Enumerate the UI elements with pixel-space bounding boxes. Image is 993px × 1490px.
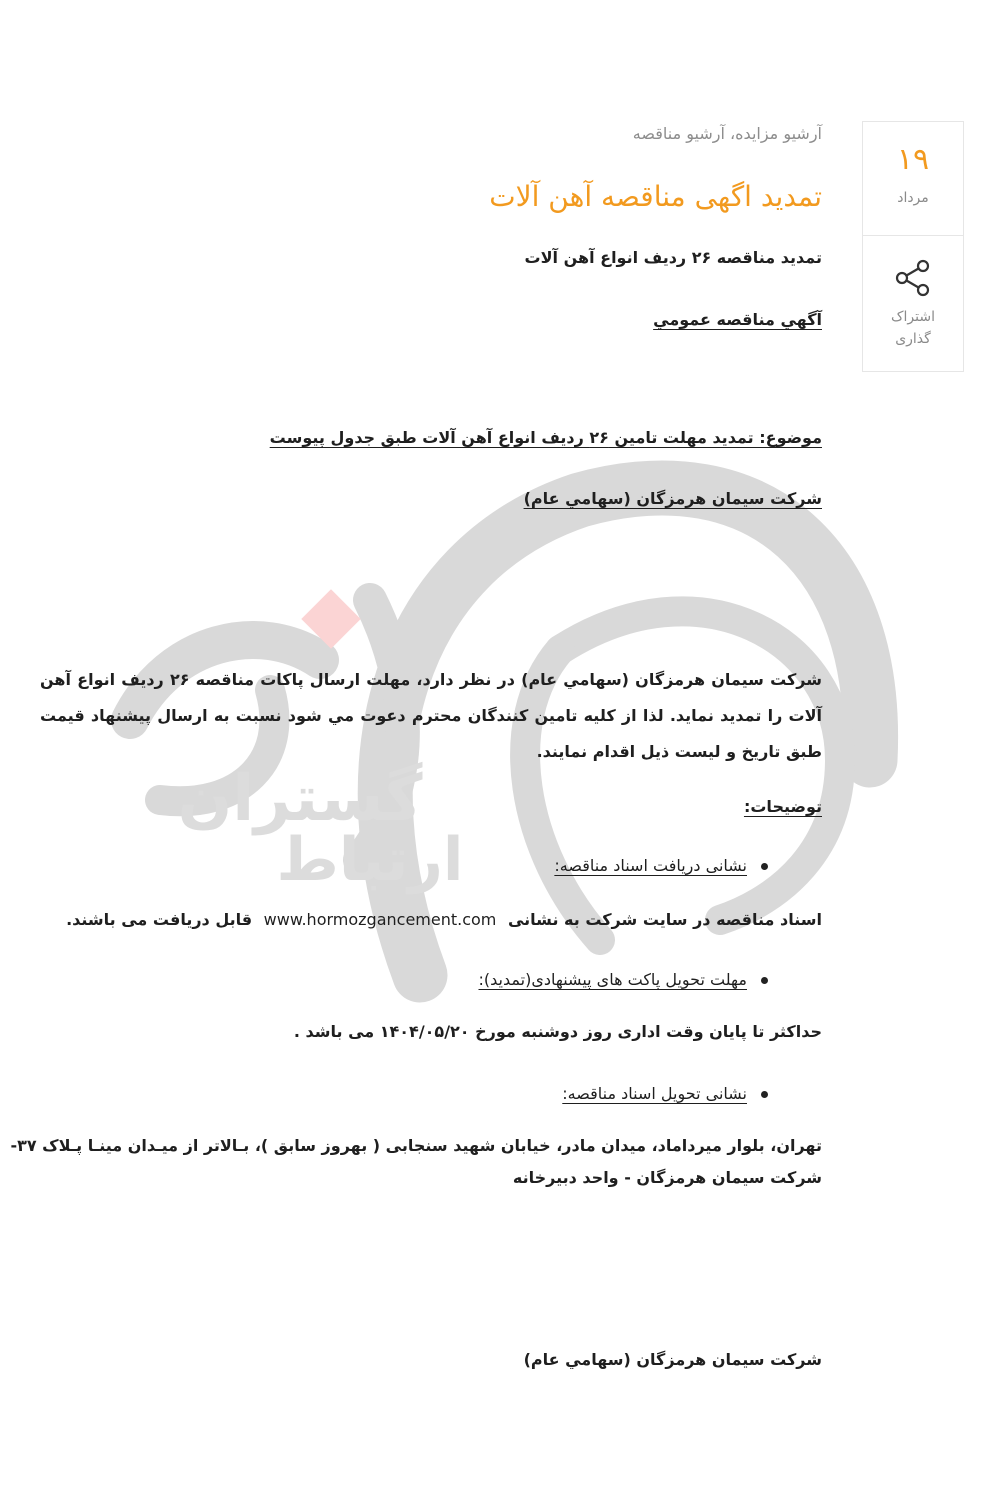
date-month: مرداد [897, 190, 929, 206]
bullet-dot [761, 1091, 768, 1098]
bullet-dot [761, 977, 768, 984]
documents-text-before: اسناد مناقصه در سایت شرکت به نشانی [507, 910, 822, 929]
bullet-label: مهلت تحویل پاکت های پیشنهادی(تمدید): [478, 970, 747, 989]
share-button[interactable] [863, 236, 963, 350]
post-date [863, 122, 963, 236]
bullet-label: نشانی تحویل اسناد مناقصه: [562, 1084, 747, 1103]
share-label: اشتراک گذاری [891, 309, 935, 347]
bullet-dot [761, 863, 768, 870]
watermark-text-line2: ارتباط [276, 825, 464, 895]
share-icon [893, 258, 933, 298]
documents-download-text [66, 910, 822, 929]
category-link-auction[interactable]: آرشیو مزایده [735, 124, 822, 143]
delivery-address-line2: شرکت سیمان هرمزگان - واحد دبیرخانه [512, 1168, 822, 1187]
article-subtitle: تمدید مناقصه ۲۶ ردیف انواع آهن آلات [524, 248, 822, 267]
company-header: شركت سيمان هرمزگان (سهامي عام) [523, 489, 822, 508]
category-separator: ، [724, 124, 736, 143]
tender-subject: موضوع: تمديد مهلت تامین ۲۶ ردیف انواع آهن آلات طبق جدول پیوست [269, 428, 822, 447]
category-link-tender[interactable]: آرشیو مناقصه [632, 124, 725, 143]
body-paragraph: شرکت سیمان هرمزگان (سهامي عام) در نظر دارد، مهلت ارسال پاکات مناقصه ۲۶ ردیف انواع آهن آلات را تمدید نماید. لذا از كليه تامین کنندگان محترم دعوت مي شود نسبت به ارسال پیشنهاد قیمت طبق تاریخ و لیست ذیل اقدام نمایند. [40, 670, 822, 761]
notes-heading: توضيحات: [743, 797, 822, 816]
post-categories [633, 124, 822, 143]
bullet-item-deadline [478, 970, 768, 989]
watermark-text-line1: گستران [177, 762, 423, 836]
date-day: ۱۹ [896, 142, 930, 177]
documents-text-after: قابل دریافت می باشند. [66, 910, 253, 929]
website-link[interactable]: www.hormozgancement.com [263, 910, 497, 929]
bullet-label: نشانی دریافت اسناد مناقصه: [554, 856, 747, 875]
bullet-item-documents-address [554, 856, 768, 875]
article-content [10, 0, 822, 1490]
notice-type: آگهي مناقصه عمومي [653, 310, 822, 329]
delivery-address-line1: تهران، بلوار میرداماد، میدان مادر، خیابان شهید سنجابی ( بهروز سابق )، بـالاتر از میـدان مینـا پـلاک ۳۷- [10, 1136, 822, 1155]
bullet-item-delivery-address [562, 1084, 768, 1103]
footer-company: شركت سيمان هرمزگان (سهامي عام) [523, 1350, 822, 1369]
post-meta-sidebar [862, 121, 964, 372]
page-title: تمدید اگهی مناقصه آهن آلات [489, 180, 822, 213]
deadline-text: حداکثر تا پایان وقت اداری روز دوشنبه مورخ ۱۴۰۴/۰۵/۲۰ می باشد . [293, 1022, 822, 1041]
